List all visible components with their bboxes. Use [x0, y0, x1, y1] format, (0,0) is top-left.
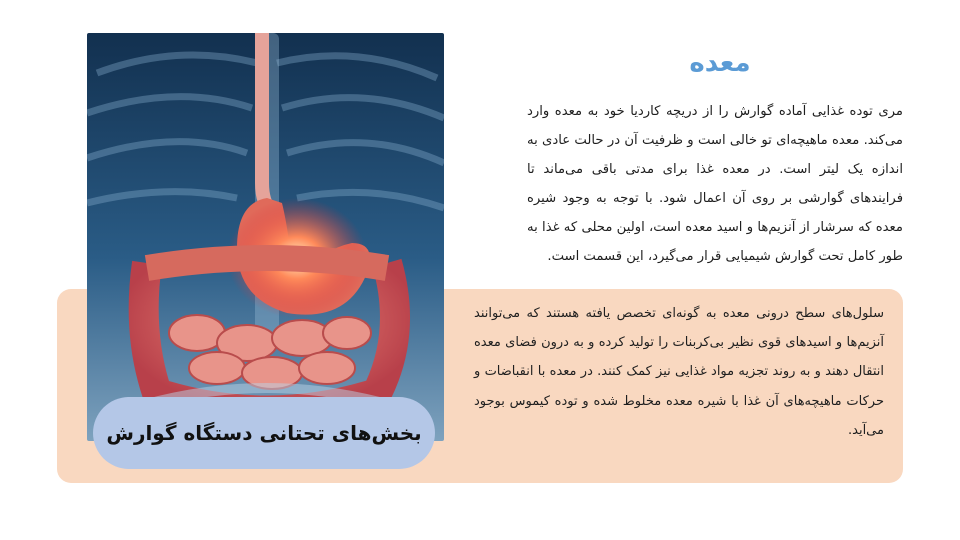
digestive-system-illustration	[87, 33, 444, 441]
slide-title: معده	[689, 48, 751, 78]
stomach-cells-paragraph: سلول‌های سطح درونی معده به گونه‌ای تخصص یافته هستند که می‌توانند آنزیم‌ها و اسیدهای قوی نظیر بی‌کربنات را تولید کرده و به درون فضای معده انتقال دهند و به روند تجزیه مواد غذایی نیز کمک کنند. در معده با انقباضات و حرکات ماهیچه‌های آن غذا با شیره معده مخلوط شده و توده کیموس بوجود می‌آید.	[474, 306, 884, 438]
stomach-description-paragraph: مری توده غذایی آماده گوارش را از دریچه کاردیا خود به معده وارد می‌کند. معده ماهیچه‌ای تو خالی است و ظرفیت آن در حالت عادی به اندازه یک لیتر است. در معده غذا برای مدتی باقی می‌ماند تا فرایندهای گوارشی بر روی آن اعمال شود. با توجه به وجود شیره معده که سرشار از آنزیم‌ها و اسید معده است، اولین محلی که غذا به طور کامل تحت گوارش شیمیایی قرار می‌گیرد، این قسمت است.	[527, 104, 903, 264]
image-caption: بخش‌های تحتانی دستگاه گوارش	[93, 397, 435, 469]
